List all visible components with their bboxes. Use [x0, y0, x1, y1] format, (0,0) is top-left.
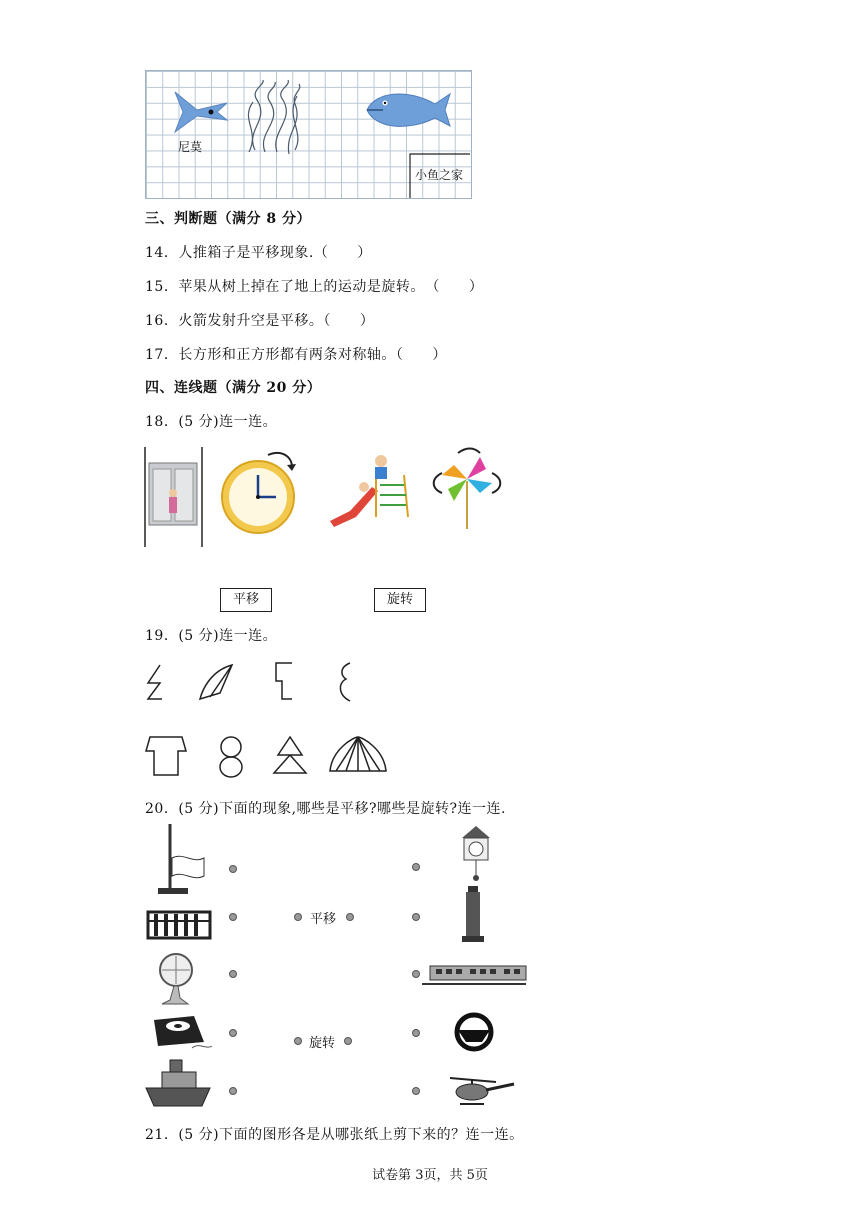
nemo-label: 尼莫 — [178, 140, 203, 154]
question-14: 14．人推箱子是平移现象.（ ） — [145, 245, 372, 261]
slide-picture — [330, 455, 408, 527]
fan-picture — [160, 954, 192, 1004]
half-shape-lamp — [276, 663, 292, 699]
full-shape-eight-top — [221, 737, 241, 757]
flag-picture — [158, 824, 204, 894]
clock-picture — [222, 453, 296, 533]
q18-pictures — [140, 445, 540, 550]
rotate-box: 旋转 — [374, 588, 426, 612]
question-16: 16．火箭发射升空是平移。（ ） — [145, 313, 375, 329]
nemo-fish — [175, 92, 227, 132]
question-21: 21．(5 分)下面的图形各是从哪张纸上剪下来的？连一连。 — [145, 1127, 524, 1143]
helicopter-picture — [450, 1078, 514, 1104]
question-17: 17．长方形和正方形都有两条对称轴。（ ） — [145, 347, 447, 363]
half-shape-umbrella — [200, 665, 232, 699]
q20-rotate-label: 旋转 — [309, 1036, 336, 1051]
ship-picture — [146, 1046, 212, 1106]
fish-home-label: 小鱼之家 — [415, 168, 464, 182]
q20-translate-label: 平移 — [310, 912, 337, 927]
full-shape-umbrella — [330, 737, 386, 771]
full-shape-lamp — [146, 737, 186, 775]
abacus-picture — [148, 912, 210, 938]
nemo-eye — [209, 110, 214, 115]
half-shape-eight — [340, 663, 350, 701]
pinwheel-picture — [434, 449, 501, 530]
full-shape-triangles — [274, 737, 306, 773]
full-shape-eight-bottom — [220, 757, 242, 777]
translate-box: 平移 — [220, 588, 272, 612]
steering-wheel-picture — [457, 1015, 491, 1049]
tower-picture — [462, 886, 484, 942]
question-20: 20．(5 分)下面的现象,哪些是平移?哪些是旋转?连一连. — [145, 801, 507, 817]
cuckoo-clock-picture — [462, 826, 490, 881]
section4-heading: 四、连线题（满分 20 分） — [145, 380, 322, 396]
q20-pictures — [140, 820, 530, 1120]
cd-player-picture — [154, 1016, 204, 1046]
train-picture — [422, 966, 526, 984]
seaweed-drawing — [248, 80, 299, 154]
q19-shapes — [140, 655, 400, 780]
question-15: 15．苹果从树上掉在了地上的运动是旋转。 （ ） — [145, 279, 484, 295]
question-18: 18．(5 分)连一连。 — [145, 414, 278, 430]
question-19: 19．(5 分)连一连。 — [145, 628, 278, 644]
section3-heading: 三、判断题（满分 8 分） — [145, 211, 311, 227]
elevator-picture — [145, 447, 202, 547]
page-footer: 试卷第 3页，共 5页 — [372, 1168, 488, 1183]
half-shape-zigzag — [148, 665, 162, 699]
